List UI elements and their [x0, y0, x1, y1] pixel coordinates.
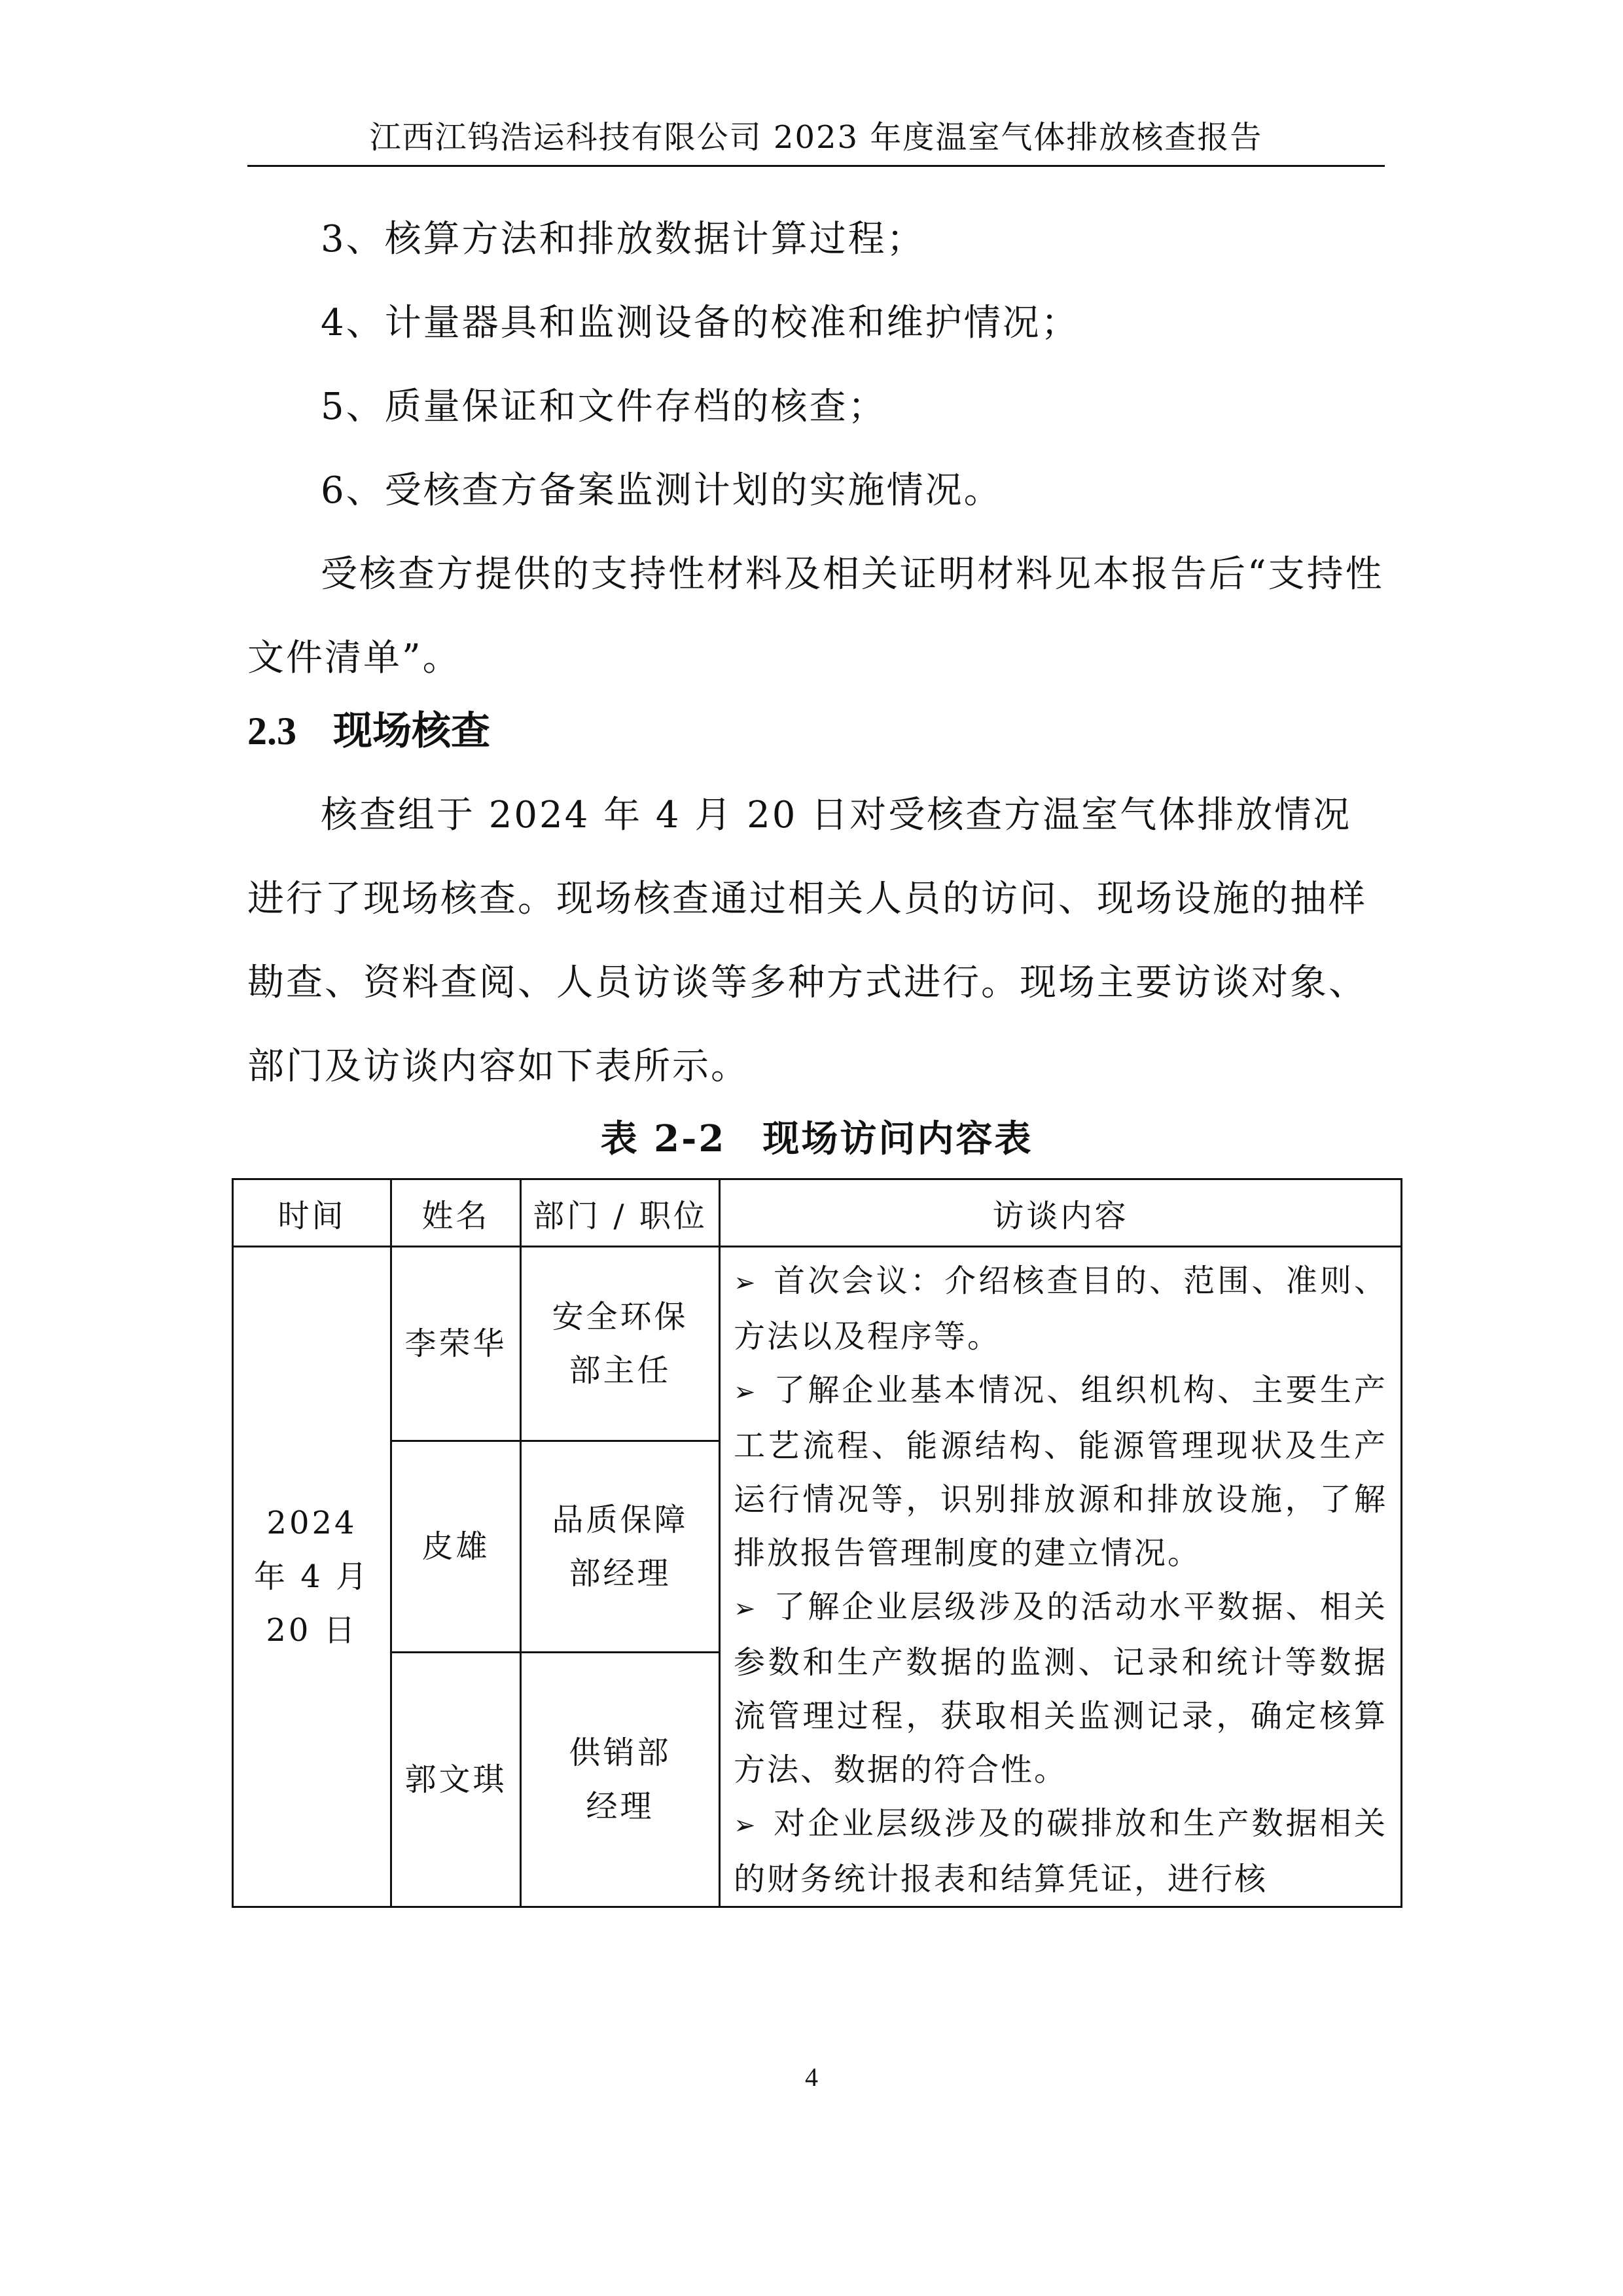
- table-header-row: [233, 1179, 1402, 1247]
- content-item: ➢ 了解企业层级涉及的活动水平数据、相关参数和生产数据的监测、记录和统计等数据流管理过程，获取相关监测记录，确定核算方法、数据的符合性。: [734, 1580, 1387, 1797]
- name-cell: [391, 1653, 521, 1907]
- content-item: ➢ 对企业层级涉及的碳排放和生产数据相关的财务统计报表和结算凭证，进行核: [734, 1797, 1387, 1906]
- header-content: 访谈内容: [720, 1179, 1402, 1247]
- name-cell: [391, 1441, 521, 1653]
- header-time: 时间: [233, 1179, 391, 1247]
- content-item: ➢ 首次会议：介绍核查目的、范围、准则、方法以及程序等。: [734, 1254, 1387, 1363]
- arrow-bullet-icon: ➢: [734, 1268, 758, 1298]
- table-row: [233, 1247, 1402, 1441]
- section-title: 现场核查: [333, 708, 490, 754]
- page-header: 江西江钨浩运科技有限公司 2023 年度温室气体排放核查报告: [369, 119, 1263, 156]
- person-name: 皮雄: [421, 1528, 490, 1566]
- table-caption: [247, 1106, 1386, 1172]
- arrow-bullet-icon: ➢: [734, 1594, 758, 1624]
- dept-cell: [521, 1247, 720, 1441]
- date-text: 2024 年 4 月 20 日: [253, 1505, 370, 1649]
- list-item: 5、质量保证和文件存档的核查；: [321, 386, 887, 428]
- page-number: 4: [805, 2062, 818, 2092]
- list-item: 6、受核查方备案监测计划的实施情况。: [321, 469, 1003, 512]
- person-dept: 供销部经理: [569, 1734, 671, 1825]
- content-item: ➢ 了解企业基本情况、组织机构、主要生产工艺流程、能源结构、能源管理现状及生产运行情况等，识别排放源和排放设施，了解排放报告管理制度的建立情况。: [734, 1363, 1387, 1580]
- section-heading: [247, 695, 490, 767]
- header-dept: 部门 / 职位: [521, 1179, 720, 1247]
- arrow-bullet-icon: ➢: [734, 1810, 758, 1840]
- header-name: 姓名: [391, 1179, 521, 1247]
- list-item: 4、计量器具和监测设备的校准和维护情况；: [321, 302, 1080, 344]
- content-cell: [720, 1247, 1402, 1907]
- dept-cell: [521, 1653, 720, 1907]
- header-rule: [247, 165, 1385, 167]
- table-caption-title: 现场访问内容表: [762, 1117, 1033, 1160]
- arrow-bullet-icon: ➢: [734, 1377, 758, 1407]
- person-name: 李荣华: [404, 1325, 507, 1362]
- section-paragraph: 核查组于 2024 年 4 月 20 日对受核查方温室气体排放情况进行了现场核查。现场核查通过相关人员的访问、现场设施的抽样勘查、资料查阅、人员访谈等多种方式进行。现场主要访谈对象、部门及访谈内容如下表所示。: [247, 794, 1367, 1088]
- section-number: 2.3: [247, 709, 296, 753]
- supporting-paragraph: 受核查方提供的支持性材料及相关证明材料见本报告后“支持性文件清单”。: [247, 553, 1384, 679]
- name-cell: [391, 1247, 521, 1441]
- dept-cell: [521, 1441, 720, 1653]
- visit-table: [232, 1178, 1402, 1908]
- person-dept: 安全环保部主任: [552, 1299, 688, 1389]
- date-cell: [233, 1247, 391, 1907]
- person-name: 郭文琪: [404, 1761, 507, 1799]
- list-item: 3、核算方法和排放数据计算过程；: [321, 218, 925, 260]
- table-caption-code: 表 2-2: [600, 1117, 726, 1160]
- person-dept: 品质保障部经理: [552, 1501, 688, 1592]
